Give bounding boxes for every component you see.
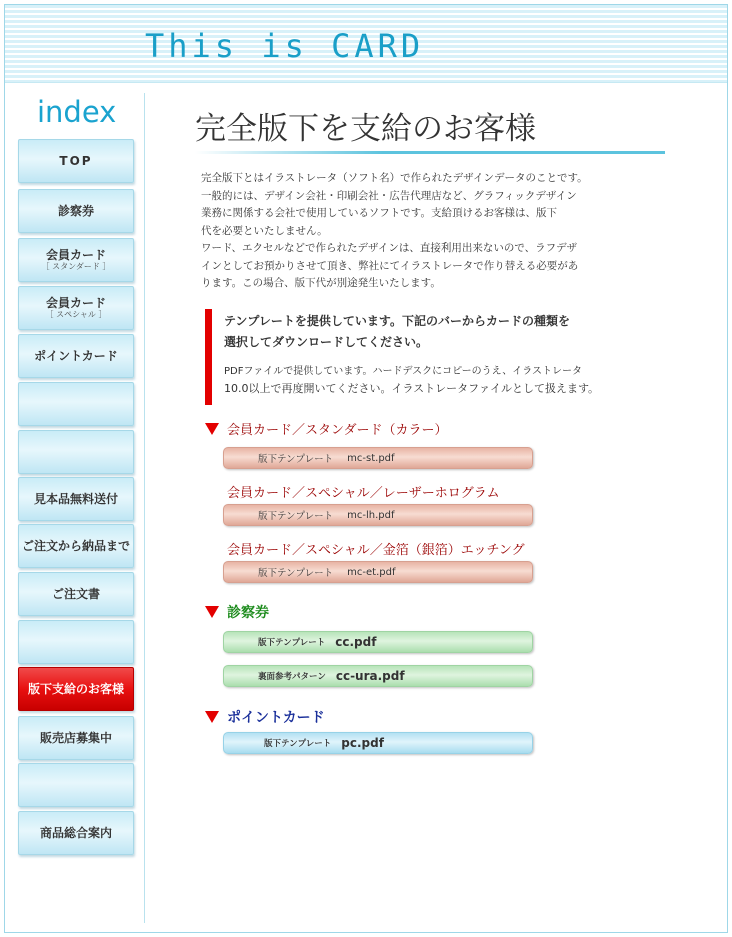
nav-order-form-button[interactable] (18, 572, 134, 616)
nav-dealer-recruit-button[interactable] (18, 716, 134, 760)
download-pc-button[interactable] (223, 732, 533, 754)
intro-line: インとしてお預かりさせて頂き、弊社にてイラストレータで作り替える必要があ (201, 259, 579, 272)
sidebar-nav (5, 93, 145, 923)
download-filename: cc-ura.pdf (335, 669, 405, 683)
nav-free-sample-button[interactable] (18, 477, 134, 521)
nav-product-guide-button[interactable] (18, 811, 134, 855)
intro-line: ワード、エクセルなどで作られたデザインは、直接利用出来ないので、ラフデザ (201, 242, 578, 254)
page-frame (4, 4, 728, 933)
download-label: 版下テンプレート (258, 638, 326, 648)
section-member-etching: 会員カード／スペシャル／金箔（銀箔）エッチング (227, 543, 525, 558)
download-filename: pc.pdf (341, 736, 384, 750)
section-member-hologram: 会員カード／スペシャル／レーザーホログラム (227, 486, 500, 501)
page-title: 完全版下を支給のお客様 (195, 111, 536, 147)
nav-label: ご注文書 (51, 586, 100, 601)
download-filename: mc-st.pdf (347, 452, 395, 464)
red-triangle-icon (205, 423, 219, 435)
download-filename: mc-et.pdf (347, 566, 396, 578)
nav-blank-button-2[interactable] (18, 430, 134, 474)
download-cc-button[interactable] (223, 631, 533, 653)
notice-body (224, 363, 604, 397)
nav-label: 診察券 (57, 203, 94, 218)
intro-line: 完全版下とはイラストレータ（ソフト名）で作られたデザインデータのことです。 (201, 172, 588, 184)
nav-sublabel: ［ スペシャル ］ (45, 310, 107, 320)
download-label: 版下テンプレート (258, 511, 334, 522)
download-label: 版下テンプレート (258, 568, 334, 579)
site-title[interactable]: This is CARD (145, 27, 425, 65)
nav-blank-button-1[interactable] (18, 382, 134, 426)
intro-line: 業務に関係する会社で使用しているソフトです。支給頂けるお客様は、版下 (201, 207, 557, 219)
download-mc-st-button[interactable] (223, 447, 533, 469)
section-heading: ポイントカード (227, 710, 325, 726)
site-header (5, 5, 727, 83)
intro-line: 一般的には、デザイン会社・印刷会社・広告代理店など、グラフィックデザイン (201, 189, 577, 202)
nav-clinic-card-button[interactable] (18, 189, 134, 233)
nav-label: 会員カード (45, 248, 106, 262)
notice-heading-line: 選択してダウンロードしてください。 (224, 335, 429, 349)
nav-label: 商品総合案内 (39, 825, 112, 840)
intro-line: ります。この場合、版下代が別途発生いたします。 (201, 277, 441, 289)
index-heading: index (37, 95, 117, 129)
nav-label: 会員カード (45, 296, 106, 310)
notice-heading-line: テンプレートを提供しています。下記のバーからカードの種類を (224, 314, 570, 328)
download-label: 版下テンプレート (258, 454, 334, 465)
nav-member-standard-button[interactable] (18, 238, 134, 282)
nav-label: 見本品無料送付 (33, 491, 118, 506)
download-label: 裏面参考パターン (258, 672, 326, 682)
download-cc-ura-button[interactable] (223, 665, 533, 687)
notice-body-line: 10.0以上で再度開いてください。イラストレータファイルとして扱えます。 (224, 382, 600, 395)
notice-heading (224, 311, 604, 353)
download-filename: mc-lh.pdf (347, 509, 395, 521)
download-label: 版下テンプレート (264, 739, 332, 749)
nav-label: TOP (59, 153, 93, 168)
nav-blank-button-3[interactable] (18, 620, 134, 664)
nav-sublabel: ［ スタンダード ］ (41, 262, 111, 272)
title-divider (195, 151, 665, 154)
section-heading: 会員カード／スタンダード（カラー） (227, 423, 448, 438)
notice-body-line: PDFファイルで提供しています。ハードデスクにコピーのうえ、イラストレータ (224, 366, 582, 377)
red-triangle-icon (205, 711, 219, 723)
nav-label: ご注文から納品まで (21, 538, 130, 553)
nav-member-special-button[interactable] (18, 286, 134, 330)
download-mc-et-button[interactable] (223, 561, 533, 583)
section-member-standard (205, 419, 447, 438)
nav-point-card-button[interactable] (18, 334, 134, 378)
nav-order-flow-button[interactable] (18, 524, 134, 568)
download-mc-lh-button[interactable] (223, 504, 533, 526)
nav-label: ポイントカード (34, 348, 118, 363)
nav-top-button[interactable] (18, 139, 134, 183)
red-triangle-icon (205, 606, 219, 618)
nav-label: 版下支給のお客様 (27, 681, 124, 696)
section-point-card (205, 707, 325, 727)
nav-blank-button-4[interactable] (18, 763, 134, 807)
section-heading: 診察券 (227, 605, 269, 621)
template-notice (205, 309, 605, 405)
download-filename: cc.pdf (335, 635, 377, 649)
intro-text (201, 170, 601, 293)
section-clinic-card (205, 602, 269, 622)
nav-label: 販売店募集中 (39, 730, 112, 745)
intro-line: 代を必要といたしません。 (201, 224, 328, 237)
nav-block-copy-button[interactable] (18, 667, 134, 711)
